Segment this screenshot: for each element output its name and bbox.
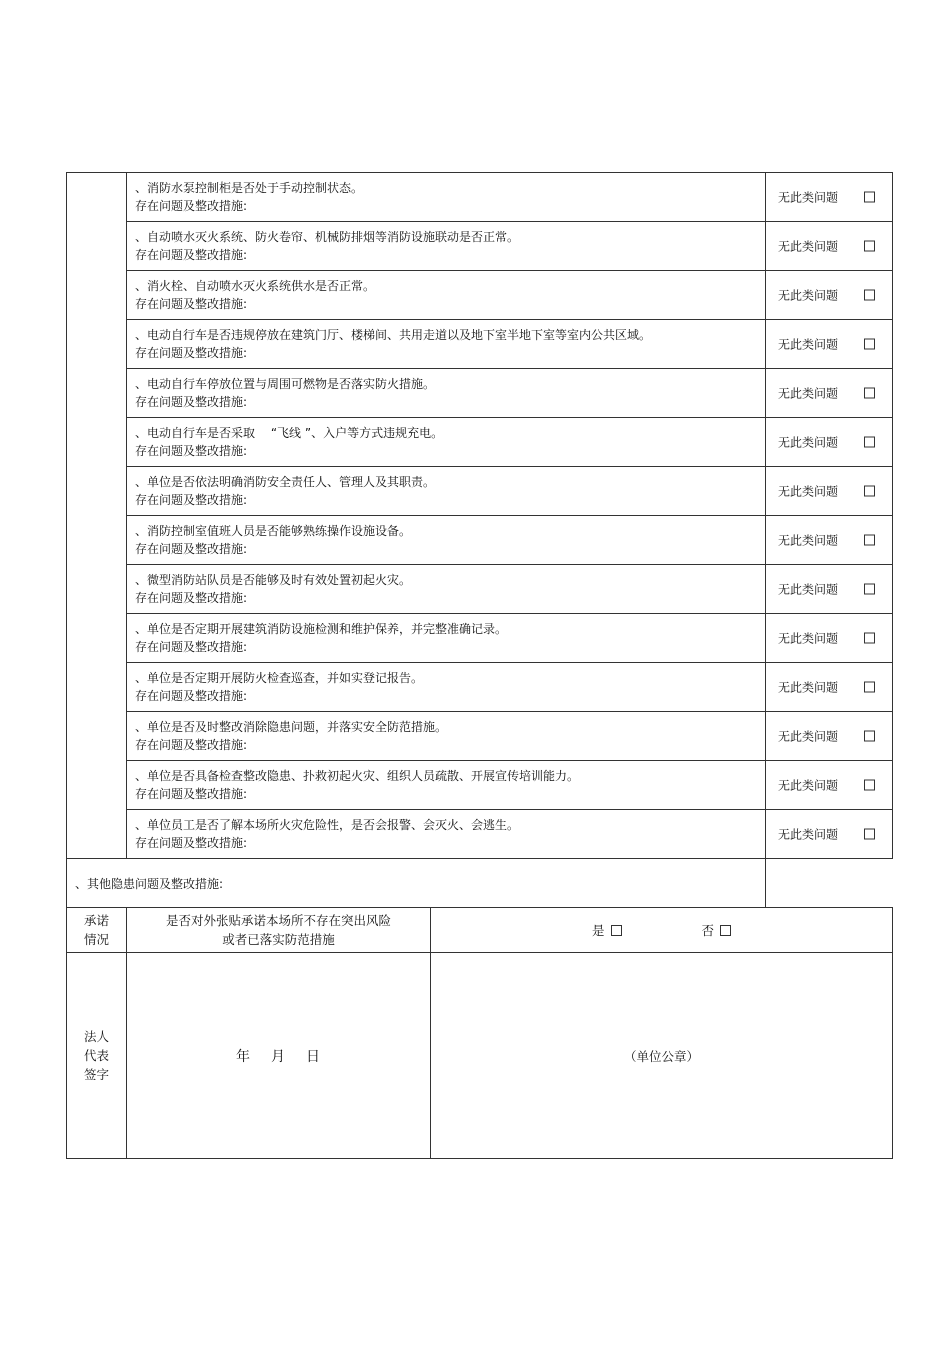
issues-and-measures-label: 存在问题及整改措施: [135,493,248,507]
checklist-item[interactable] [127,369,766,418]
checklist-row [67,712,893,761]
checklist-row [67,418,893,467]
checklist-question: 、单位是否定期开展防火检查巡查，并如实登记报告。 [135,671,424,685]
checklist-item[interactable] [127,614,766,663]
yes-checkbox[interactable] [611,925,622,936]
checklist-question: 、单位是否定期开展建筑消防设施检测和维护保养，并完整准确记录。 [135,622,508,636]
checklist-question: 、单位是否依法明确消防安全责任人、管理人及其职责。 [135,475,436,489]
checklist-question: 、单位是否及时整改消除隐患问题，并落实安全防范措施。 [135,720,448,734]
issues-and-measures-label: 存在问题及整改措施: [135,444,248,458]
no-issue-checkbox[interactable] [864,388,875,399]
checklist-row [67,761,893,810]
signature-row [67,953,893,1159]
checklist-item[interactable] [127,761,766,810]
checklist-question: 、消防水泵控制柜是否处于手动控制状态。 [135,181,364,195]
checklist-row [67,173,893,222]
no-option[interactable]: 否 [702,921,732,939]
no-issue-checkbox[interactable] [864,339,875,350]
checklist-row [67,565,893,614]
no-issue-option[interactable] [766,369,893,418]
promise-label: 承诺 情况 [67,908,127,953]
no-issue-label: 无此类问题 [778,729,839,744]
fire-safety-checklist-table [66,172,893,1159]
checklist-row [67,320,893,369]
no-issue-checkbox[interactable] [864,437,875,448]
no-issue-option[interactable] [766,614,893,663]
checklist-item[interactable] [127,320,766,369]
no-issue-checkbox[interactable] [864,780,875,791]
issues-and-measures-label: 存在问题及整改措施: [135,248,248,262]
checklist-row [67,467,893,516]
no-issue-label: 无此类问题 [778,386,839,401]
no-issue-option[interactable] [766,467,893,516]
checklist-row [67,369,893,418]
signature-label: 法人 代表 签字 [67,953,127,1159]
checklist-question: 、微型消防站队员是否能够及时有效处置初起火灾。 [135,573,412,587]
checklist-question: 、电动自行车是否采取 “飞线 ”、入户等方式违规充电。 [135,426,444,440]
issues-and-measures-label: 存在问题及整改措施: [135,199,248,213]
no-issue-checkbox[interactable] [864,192,875,203]
checklist-question: 、电动自行车停放位置与周围可燃物是否落实防火措施。 [135,377,436,391]
checklist-question: 、电动自行车是否违规停放在建筑门厅、楼梯间、共用走道以及地下室半地下室等室内公共区域。 [135,328,652,342]
checklist-row [67,614,893,663]
section-label-cell [67,173,127,859]
issues-and-measures-label: 存在问题及整改措施: [135,346,248,360]
no-issue-option[interactable] [766,173,893,222]
no-issue-label: 无此类问题 [778,337,839,352]
no-issue-label: 无此类问题 [778,190,839,205]
unit-seal-area: （单位公章） [431,953,893,1159]
no-issue-checkbox[interactable] [864,584,875,595]
no-issue-option[interactable] [766,516,893,565]
issues-and-measures-label: 存在问题及整改措施: [135,542,248,556]
checklist-item[interactable] [127,271,766,320]
other-issues-row [67,859,893,908]
other-issues-text[interactable]: 、其他隐患问题及整改措施: [67,859,766,908]
no-issue-checkbox[interactable] [864,731,875,742]
no-issue-option[interactable] [766,712,893,761]
checklist-item[interactable] [127,418,766,467]
issues-and-measures-label: 存在问题及整改措施: [135,640,248,654]
day-label: 日 [306,1048,321,1065]
checklist-question: 、消防控制室值班人员是否能够熟练操作设施设备。 [135,524,412,538]
issues-and-measures-label: 存在问题及整改措施: [135,591,248,605]
no-issue-option[interactable] [766,271,893,320]
no-issue-label: 无此类问题 [778,239,839,254]
no-issue-option[interactable] [766,418,893,467]
checklist-question: 、自动喷水灭火系统、防火卷帘、机械防排烟等消防设施联动是否正常。 [135,230,520,244]
no-issue-checkbox[interactable] [864,486,875,497]
checklist-item[interactable] [127,516,766,565]
issues-and-measures-label: 存在问题及整改措施: [135,297,248,311]
signature-date-field[interactable] [127,953,431,1159]
no-issue-checkbox[interactable] [864,682,875,693]
no-issue-label: 无此类问题 [778,435,839,450]
no-issue-label: 无此类问题 [778,484,839,499]
no-issue-label: 无此类问题 [778,288,839,303]
no-issue-option[interactable] [766,320,893,369]
checklist-row [67,810,893,859]
yes-option[interactable]: 是 [592,921,622,939]
checklist-row [67,516,893,565]
checklist-question: 、单位是否具备检查整改隐患、扑救初起火灾、组织人员疏散、开展宣传培训能力。 [135,769,580,783]
no-issue-label: 无此类问题 [778,582,839,597]
checklist-item[interactable] [127,222,766,271]
checklist-item[interactable] [127,712,766,761]
checklist-row [67,222,893,271]
issues-and-measures-label: 存在问题及整改措施: [135,787,248,801]
no-issue-option[interactable] [766,761,893,810]
checklist-item[interactable] [127,565,766,614]
no-issue-option[interactable] [766,565,893,614]
checklist-row [67,663,893,712]
promise-row [67,908,893,953]
no-issue-option[interactable] [766,810,893,859]
no-issue-label: 无此类问题 [778,680,839,695]
checklist-row [67,271,893,320]
issues-and-measures-label: 存在问题及整改措施: [135,836,248,850]
no-checkbox[interactable] [720,925,731,936]
no-issue-checkbox[interactable] [864,535,875,546]
issues-and-measures-label: 存在问题及整改措施: [135,689,248,703]
promise-question: 是否对外张贴承诺本场所不存在突出风险 或者已落实防范措施 [127,908,431,953]
promise-answer [431,908,893,953]
no-issue-checkbox[interactable] [864,633,875,644]
checklist-item[interactable] [127,173,766,222]
no-issue-checkbox[interactable] [864,241,875,252]
checklist-item[interactable] [127,810,766,859]
no-issue-label: 无此类问题 [778,778,839,793]
checklist-item[interactable] [127,663,766,712]
checklist-question: 、单位员工是否了解本场所火灾危险性，是否会报警、会灭火、会逃生。 [135,818,520,832]
no-issue-label: 无此类问题 [778,533,839,548]
no-issue-label: 无此类问题 [778,631,839,646]
year-label: 年 [236,1048,251,1065]
issues-and-measures-label: 存在问题及整改措施: [135,738,248,752]
no-issue-option[interactable] [766,663,893,712]
no-issue-label: 无此类问题 [778,827,839,842]
checklist-item[interactable] [127,467,766,516]
checklist-question: 、消火栓、自动喷水灭火系统供水是否正常。 [135,279,376,293]
no-issue-checkbox[interactable] [864,290,875,301]
issues-and-measures-label: 存在问题及整改措施: [135,395,248,409]
month-label: 月 [271,1048,286,1065]
no-issue-option[interactable] [766,222,893,271]
no-issue-checkbox[interactable] [864,829,875,840]
